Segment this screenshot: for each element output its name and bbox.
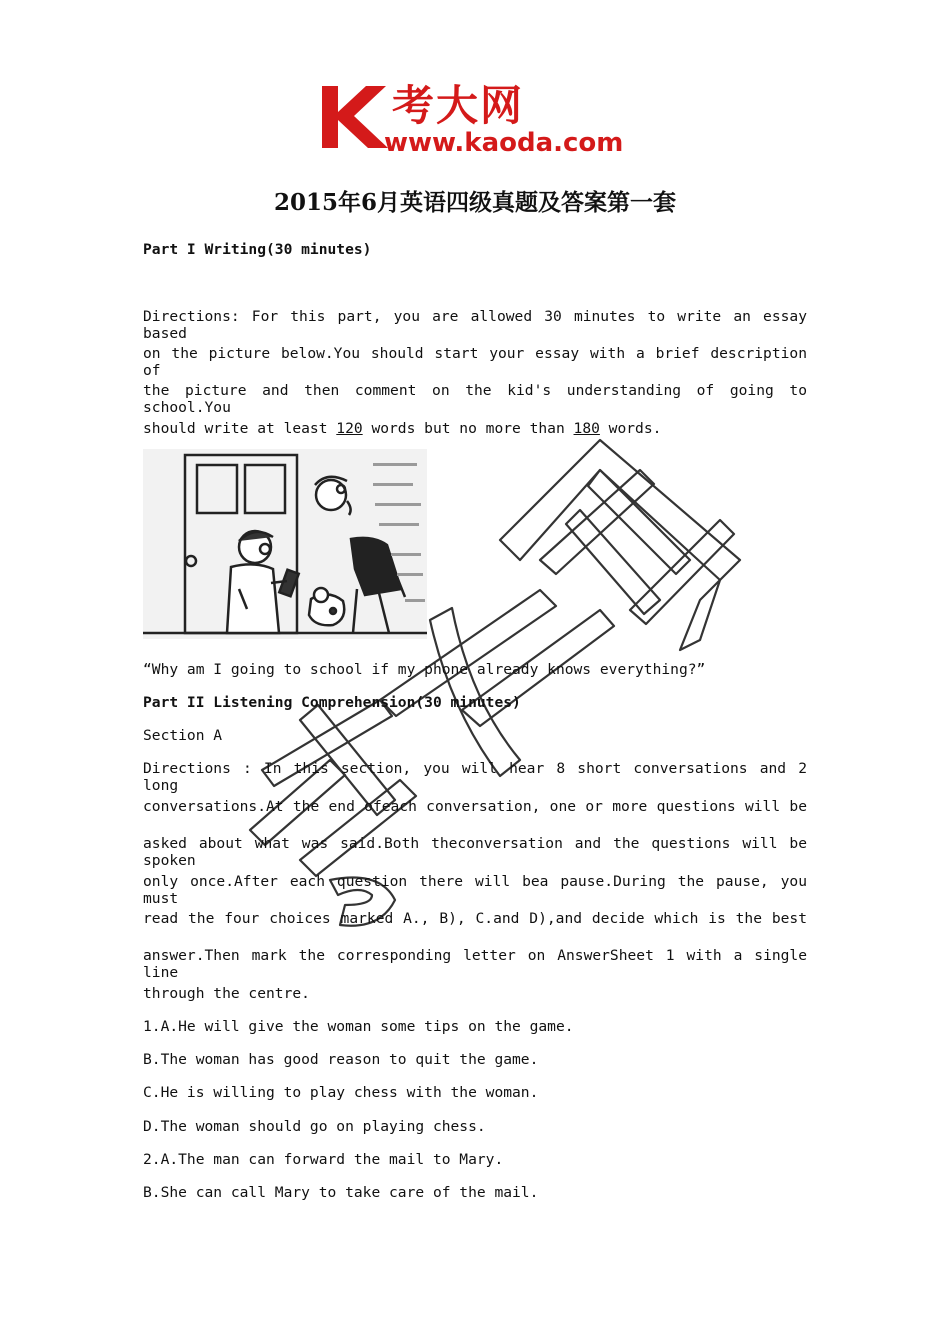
directions-text: words but no more than bbox=[362, 420, 574, 437]
part1-directions-line-2: on the picture below.You should start your essay with a brief description of bbox=[143, 345, 807, 379]
k-logo-icon bbox=[318, 82, 390, 152]
question-2-option-b: B.She can call Mary to take care of the mail. bbox=[143, 1184, 539, 1201]
logo-text-cn: 考大网 bbox=[392, 81, 525, 130]
min-words: 120 bbox=[336, 420, 363, 437]
directions-text: words. bbox=[599, 420, 662, 437]
part2-directions-line-5: read the four choices marked A., B), C.and D),and decide which is the best bbox=[143, 910, 807, 927]
page-title: 2015年6月英语四级真题及答案第一套 bbox=[273, 189, 677, 216]
part1-directions-line-1: Directions: For this part, you are allowed 30 minutes to write an essay based bbox=[143, 308, 807, 342]
part2-heading: Part II Listening Comprehension(30 minutes) bbox=[143, 694, 521, 711]
question-1-option-b: B.The woman has good reason to quit the game. bbox=[143, 1051, 539, 1068]
part2-directions-line-1: Directions : In this section, you will hear 8 short conversations and 2 long bbox=[143, 760, 807, 794]
max-words: 180 bbox=[573, 420, 600, 437]
question-1-option-d: D.The woman should go on playing chess. bbox=[143, 1118, 486, 1135]
question-2-option-a: 2.A.The man can forward the mail to Mary. bbox=[143, 1151, 504, 1168]
part2-directions-line-3: asked about what was said.Both theconversation and the questions will be spoken bbox=[143, 835, 807, 869]
part2-directions-line-6: answer.Then mark the corresponding letter on AnswerSheet 1 with a single line bbox=[143, 947, 807, 981]
cartoon-picture bbox=[143, 449, 427, 639]
logo-url: www.kaoda.com bbox=[384, 128, 624, 158]
part2-directions-line-7: through the centre. bbox=[143, 985, 310, 1002]
part2-directions-line-4: only once.After each question there will bea pause.During the pause, you must bbox=[143, 873, 807, 907]
kaoda-logo bbox=[318, 82, 638, 160]
part2-directions-line-2: conversations.At the end ofeach conversation, one or more questions will be bbox=[143, 798, 807, 815]
part1-directions-line-3: the picture and then comment on the kid's understanding of going to school.You bbox=[143, 382, 807, 416]
picture-caption: “Why am I going to school if my phone already knows everything?” bbox=[143, 661, 706, 678]
directions-text: should write at least bbox=[143, 420, 337, 437]
question-1-option-c: C.He is willing to play chess with the woman. bbox=[143, 1084, 539, 1101]
question-1-option-a: 1.A.He will give the woman some tips on the game. bbox=[143, 1018, 574, 1035]
part1-heading: Part I Writing(30 minutes) bbox=[143, 241, 372, 258]
section-a-label: Section A bbox=[143, 727, 223, 744]
part1-directions-line-4 bbox=[143, 420, 807, 437]
